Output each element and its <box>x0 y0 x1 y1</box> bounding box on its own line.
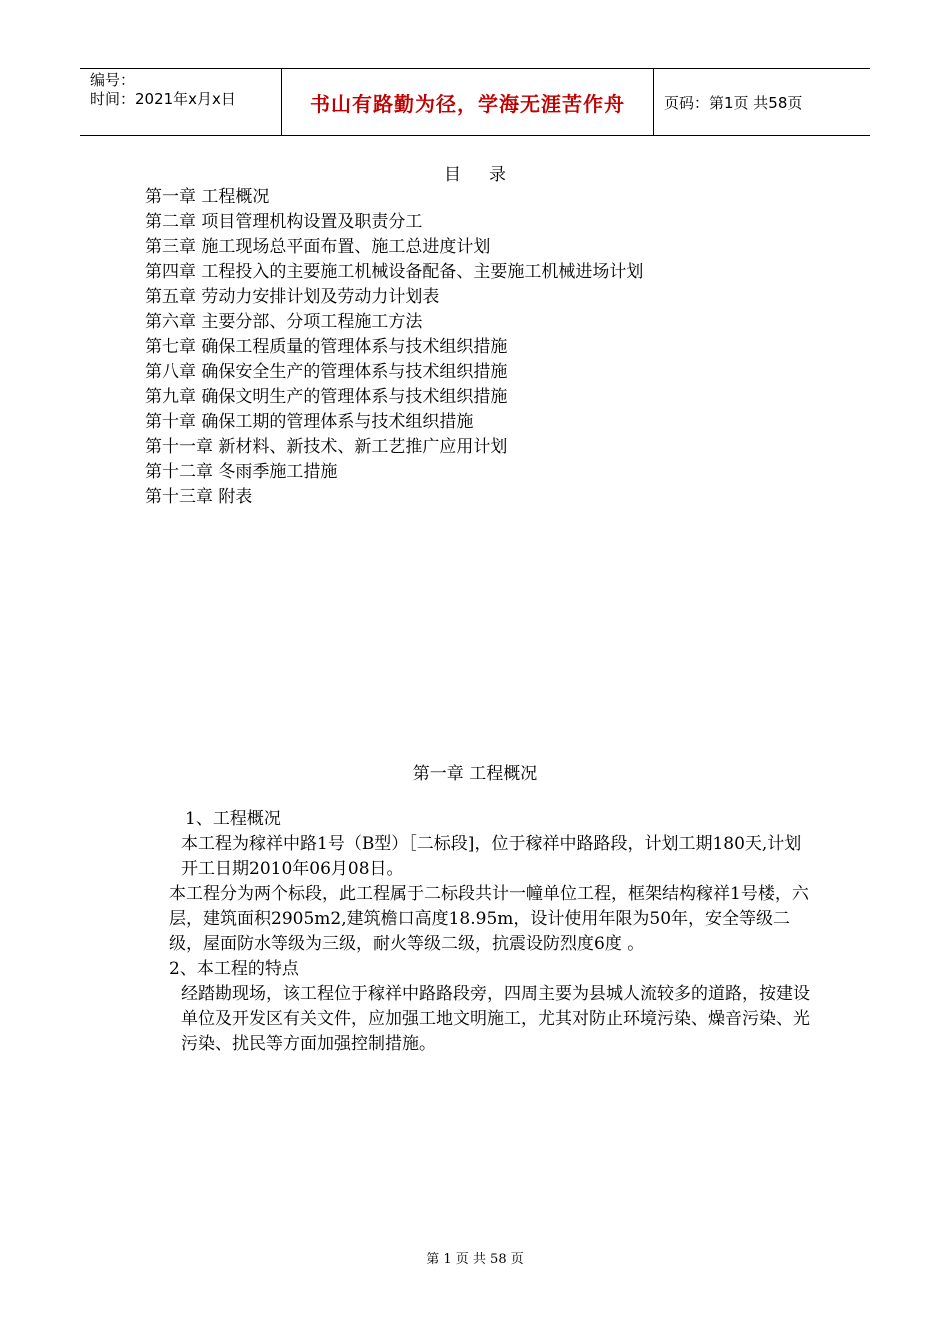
chapter-body <box>145 807 810 1057</box>
header-meta-cell <box>80 69 282 135</box>
chapter-heading: 第一章 工程概况 <box>412 764 538 784</box>
paragraph: 本工程分为两个标段，此工程属于二标段共计一幢单位工程，框架结构稼祥1号楼，六层，建筑面积2905m2,建筑檐口高度18.95m，设计使用年限为50年，安全等级二级，屋面防水等级为三级，耐火等级二级，抗震设防烈度6度 。 <box>169 884 809 954</box>
toc-item: 第十一章 新材料、新技术、新工艺推广应用计划 <box>145 437 508 457</box>
toc-title-part2: 录 <box>489 165 506 185</box>
section-title: 2、本工程的特点 <box>169 959 299 979</box>
toc-item: 第七章 确保工程质量的管理体系与技术组织措施 <box>145 337 508 357</box>
toc-item: 第二章 项目管理机构设置及职责分工 <box>145 212 423 232</box>
paragraph: 经踏勘现场，该工程位于稼祥中路路段旁，四周主要为县城人流较多的道路，按建设单位及开发区有关文件，应加强工地文明施工，尤其对防止环境污染、燥音污染、光污染、扰民等方面加强控制措施。 <box>181 984 810 1054</box>
toc-item: 第五章 劳动力安排计划及劳动力计划表 <box>145 287 440 307</box>
header-motto: 书山有路勤为径，学海无涯苦作舟 <box>282 69 654 135</box>
toc-item: 第六章 主要分部、分项工程施工方法 <box>145 312 423 332</box>
toc-item: 第九章 确保文明生产的管理体系与技术组织措施 <box>145 387 508 407</box>
toc-item: 第十二章 冬雨季施工措施 <box>145 462 338 482</box>
toc-title-part1: 目 <box>444 165 461 185</box>
toc-item: 第十三章 附表 <box>145 487 253 507</box>
section-title: 1、工程概况 <box>185 809 281 829</box>
toc-item: 第三章 施工现场总平面布置、施工总进度计划 <box>145 237 491 257</box>
page-footer: 第 1 页 共 58 页 <box>426 1252 524 1267</box>
document-number-label: 编号： <box>90 71 136 89</box>
document-time-label: 时间：2021年x月x日 <box>90 90 236 108</box>
toc-item: 第一章 工程概况 <box>145 187 270 207</box>
toc-list <box>145 185 643 510</box>
toc-item: 第十章 确保工期的管理体系与技术组织措施 <box>145 412 474 432</box>
toc-item: 第八章 确保安全生产的管理体系与技术组织措施 <box>145 362 508 382</box>
toc-title <box>0 160 950 185</box>
header-page-info: 页码：第1页 共58页 <box>664 93 803 112</box>
header-table <box>80 68 870 136</box>
paragraph: 本工程为稼祥中路1号（B型）［二标段]，位于稼祥中路路段，计划工期180天,计划开工日期2010年06月08日。 <box>181 834 802 879</box>
toc-item: 第四章 工程投入的主要施工机械设备配备、主要施工机械进场计划 <box>145 262 644 282</box>
